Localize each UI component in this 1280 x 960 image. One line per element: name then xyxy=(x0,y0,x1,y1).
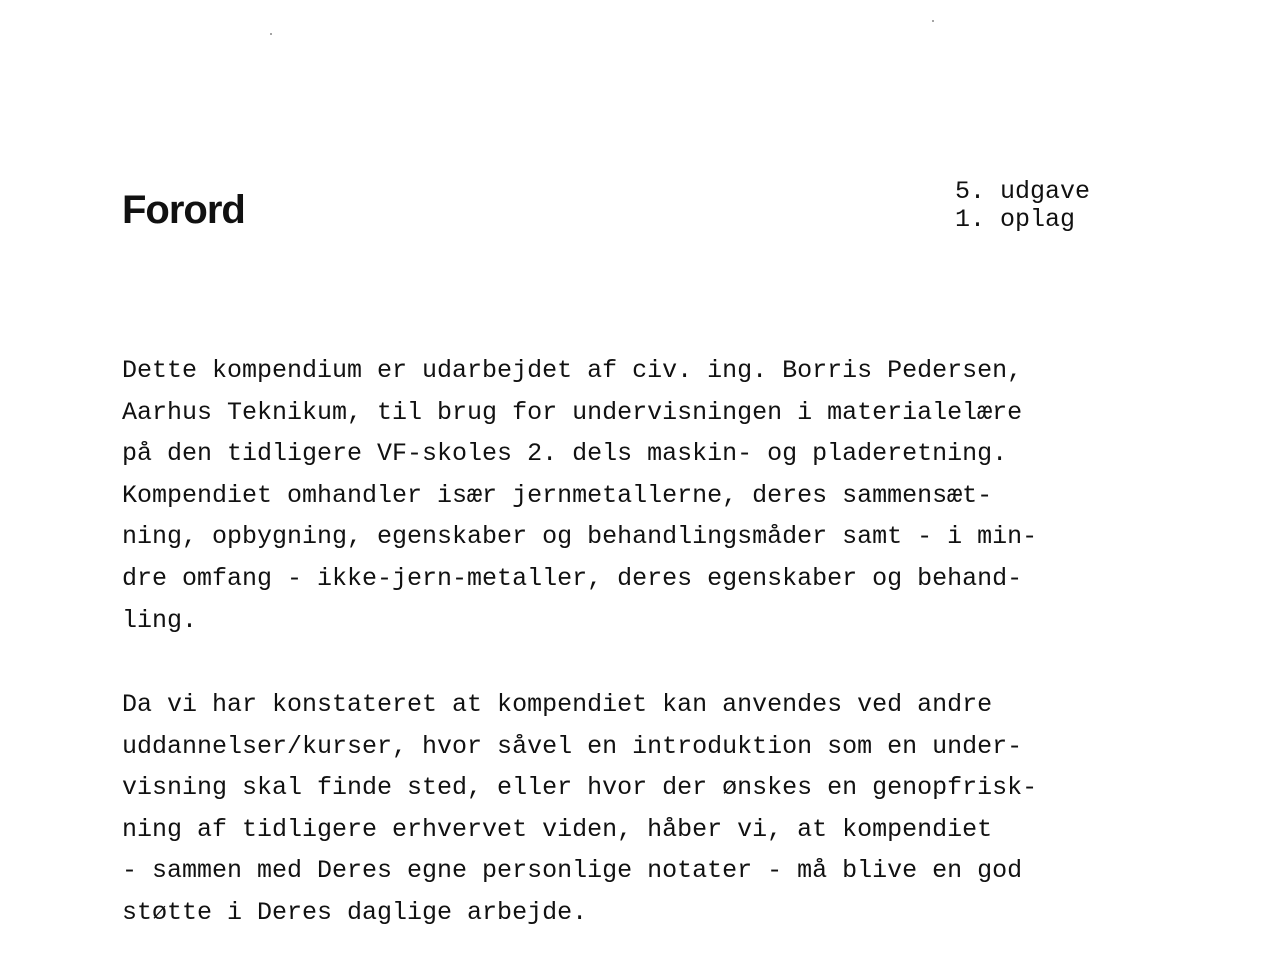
text-line: Da vi har konstateret at kompendiet kan anvendes ved andre xyxy=(122,690,993,719)
print-run-line: 1. oplag xyxy=(955,205,1076,234)
paragraph-1 xyxy=(122,350,1037,641)
text-line: ling. xyxy=(122,605,198,635)
page-title: Forord xyxy=(122,188,245,232)
text-line: Dette kompendium er udarbejdet af civ. ing. Borris Pedersen, xyxy=(122,356,1023,385)
text-line: ning af tidligere erhvervet viden, håber vi, at kompendiet xyxy=(122,814,993,844)
text-line: Aarhus Teknikum, til brug for undervisningen i materialelære xyxy=(122,397,1023,427)
text-line: uddannelser/kurser, hvor såvel en introduktion som en under- xyxy=(122,731,1023,761)
scan-speck xyxy=(932,20,934,22)
paragraph-2 xyxy=(122,684,1037,934)
text-line: - sammen med Deres egne personlige notater - må blive en god xyxy=(122,856,1023,886)
text-line: Kompendiet omhandler især jernmetallerne, deres sammensæt- xyxy=(122,480,993,510)
text-line: visning skal finde sted, eller hvor der ønskes en genopfrisk- xyxy=(122,773,1038,803)
text-line: støtte i Deres daglige arbejde. xyxy=(122,897,588,927)
edition-info xyxy=(955,178,1090,234)
text-line: dre omfang - ikke-jern-metaller, deres egenskaber og behand- xyxy=(122,563,1023,593)
scan-speck xyxy=(270,33,272,35)
text-line: på den tidligere VF-skoles 2. dels maskin- og pladeretning. xyxy=(122,439,1008,469)
text-line: ning, opbygning, egenskaber og behandlingsmåder samt - i min- xyxy=(122,522,1038,552)
edition-line: 5. udgave xyxy=(955,177,1091,206)
